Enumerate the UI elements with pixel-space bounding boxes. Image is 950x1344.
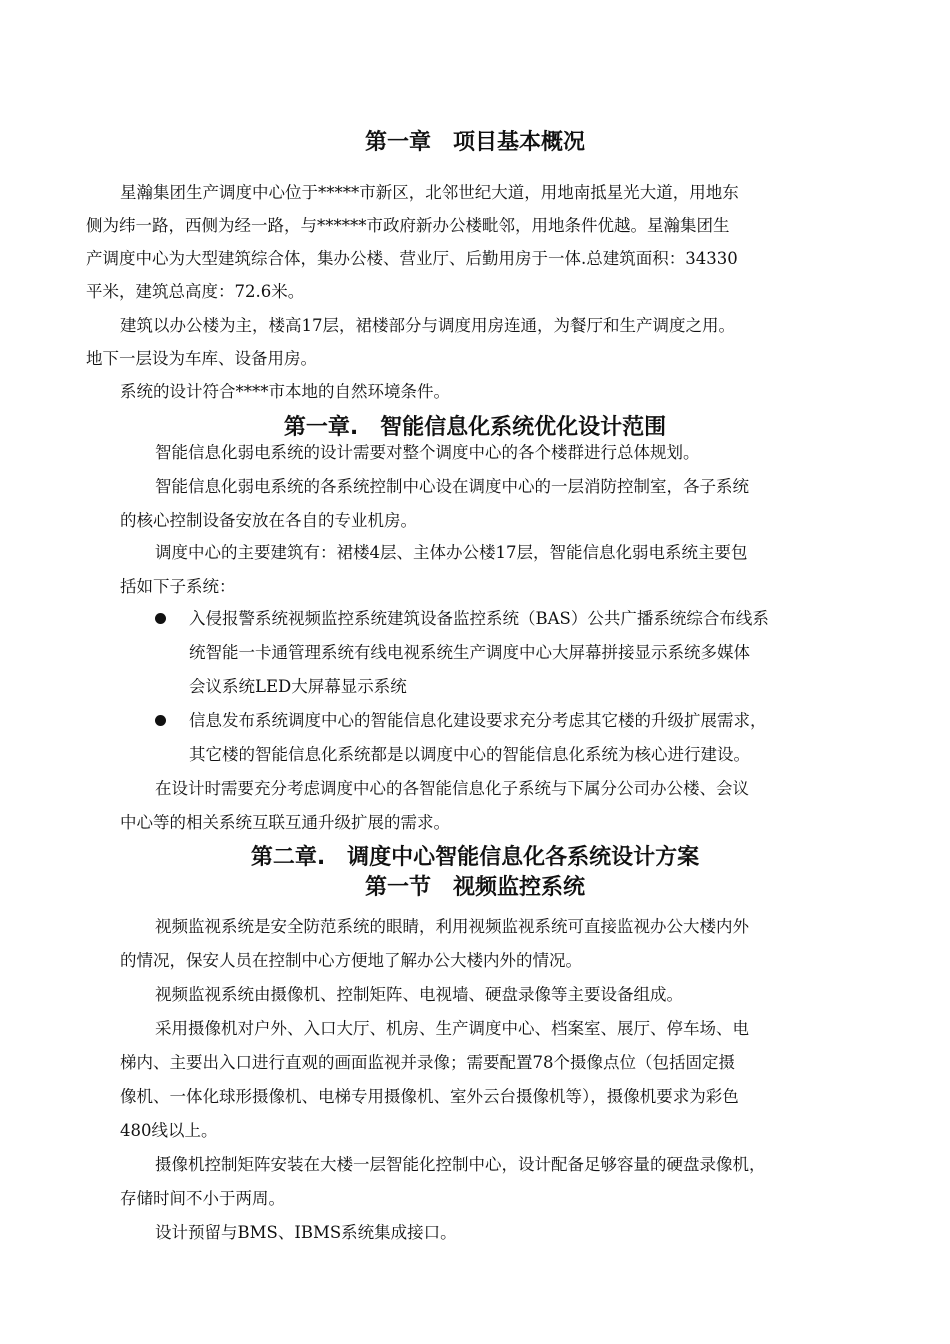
section-title: 第一节 视频监控系统: [364, 875, 585, 900]
list-item-line: 会议系统LED大屏幕显示系统: [189, 677, 407, 696]
paragraph-line: 产调度中心为大型建筑综合体，集办公楼、营业厅、后勤用房于一体.总建筑面积：34330: [86, 249, 738, 268]
paragraph-line: 系统的设计符合****市本地的自然环境条件。: [120, 382, 450, 401]
paragraph-line: 建筑以办公楼为主，楼高17层，裙楼部分与调度用房连通，为餐厅和生产调度之用。: [120, 316, 735, 335]
list-item-line: 其它楼的智能信息化系统都是以调度中心的智能信息化系统为核心进行建设。: [189, 745, 750, 764]
paragraph-line: 智能信息化弱电系统的设计需要对整个调度中心的各个楼群进行总体规划。: [155, 443, 700, 462]
paragraph-line: 视频监视系统由摄像机、控制矩阵、电视墙、硬盘录像等主要设备组成。: [155, 985, 683, 1004]
paragraph-line: 采用摄像机对户外、入口大厅、机房、生产调度中心、档案室、展厅、停车场、电: [155, 1019, 749, 1038]
paragraph-line: 摄像机控制矩阵安装在大楼一层智能化控制中心，设计配备足够容量的硬盘录像机，: [155, 1155, 766, 1174]
paragraph-line: 的情况，保安人员在控制中心方便地了解办公大楼内外的情况。: [120, 951, 582, 970]
paragraph-line: 侧为纬一路，西侧为经一路，与******市政府新办公楼毗邻，用地条件优越。星瀚集团生: [86, 216, 730, 235]
list-item-line: 入侵报警系统视频监控系统建筑设备监控系统（BAS）公共广播系统综合布线系: [189, 609, 769, 628]
paragraph-line: 480线以上。: [120, 1121, 218, 1140]
paragraph-line: 视频监视系统是安全防范系统的眼睛，利用视频监视系统可直接监视办公大楼内外: [155, 917, 749, 936]
paragraph-line: 括如下子系统：: [120, 577, 236, 596]
paragraph-line: 星瀚集团生产调度中心位于*****市新区，北邻世纪大道，用地南抵星光大道，用地东: [120, 183, 739, 202]
paragraph-line: 的核心控制设备安放在各自的专业机房。: [120, 511, 417, 530]
chapter-1b-title: 第一章. 智能信息化系统优化设计范围: [283, 415, 667, 440]
paragraph-line: 像机、一体化球形摄像机、电梯专用摄像机、室外云台摄像机等），摄像机要求为彩色: [120, 1087, 739, 1106]
bullet-icon: [155, 613, 166, 624]
chapter-2-title: 第二章. 调度中心智能信息化各系统设计方案: [250, 845, 700, 870]
paragraph-line: 平米，建筑总高度：72.6米。: [86, 282, 305, 301]
paragraph-line: 智能信息化弱电系统的各系统控制中心设在调度中心的一层消防控制室，各子系统: [155, 477, 749, 496]
paragraph-line: 存储时间不小于两周。: [120, 1189, 285, 1208]
paragraph-line: 梯内、主要出入口进行直观的画面监视并录像；需要配置78个摄像点位（包括固定摄: [120, 1053, 735, 1072]
bullet-icon: [155, 715, 166, 726]
paragraph-line: 调度中心的主要建筑有：裙楼4层、主体办公楼17层，智能信息化弱电系统主要包: [155, 543, 748, 562]
list-item-line: 信息发布系统调度中心的智能信息化建设要求充分考虑其它楼的升级扩展需求，: [189, 711, 767, 730]
paragraph-line: 在设计时需要充分考虑调度中心的各智能信息化子系统与下属分公司办公楼、会议: [155, 779, 749, 798]
paragraph-line: 中心等的相关系统互联互通升级扩展的需求。: [120, 813, 450, 832]
paragraph-line: 地下一层设为车库、设备用房。: [86, 349, 317, 368]
chapter-1-title: 第一章 项目基本概况: [364, 130, 585, 155]
list-item-line: 统智能一卡通管理系统有线电视系统生产调度中心大屏幕拼接显示系统多媒体: [189, 643, 750, 662]
paragraph-line: 设计预留与BMS、IBMS系统集成接口。: [155, 1223, 457, 1242]
